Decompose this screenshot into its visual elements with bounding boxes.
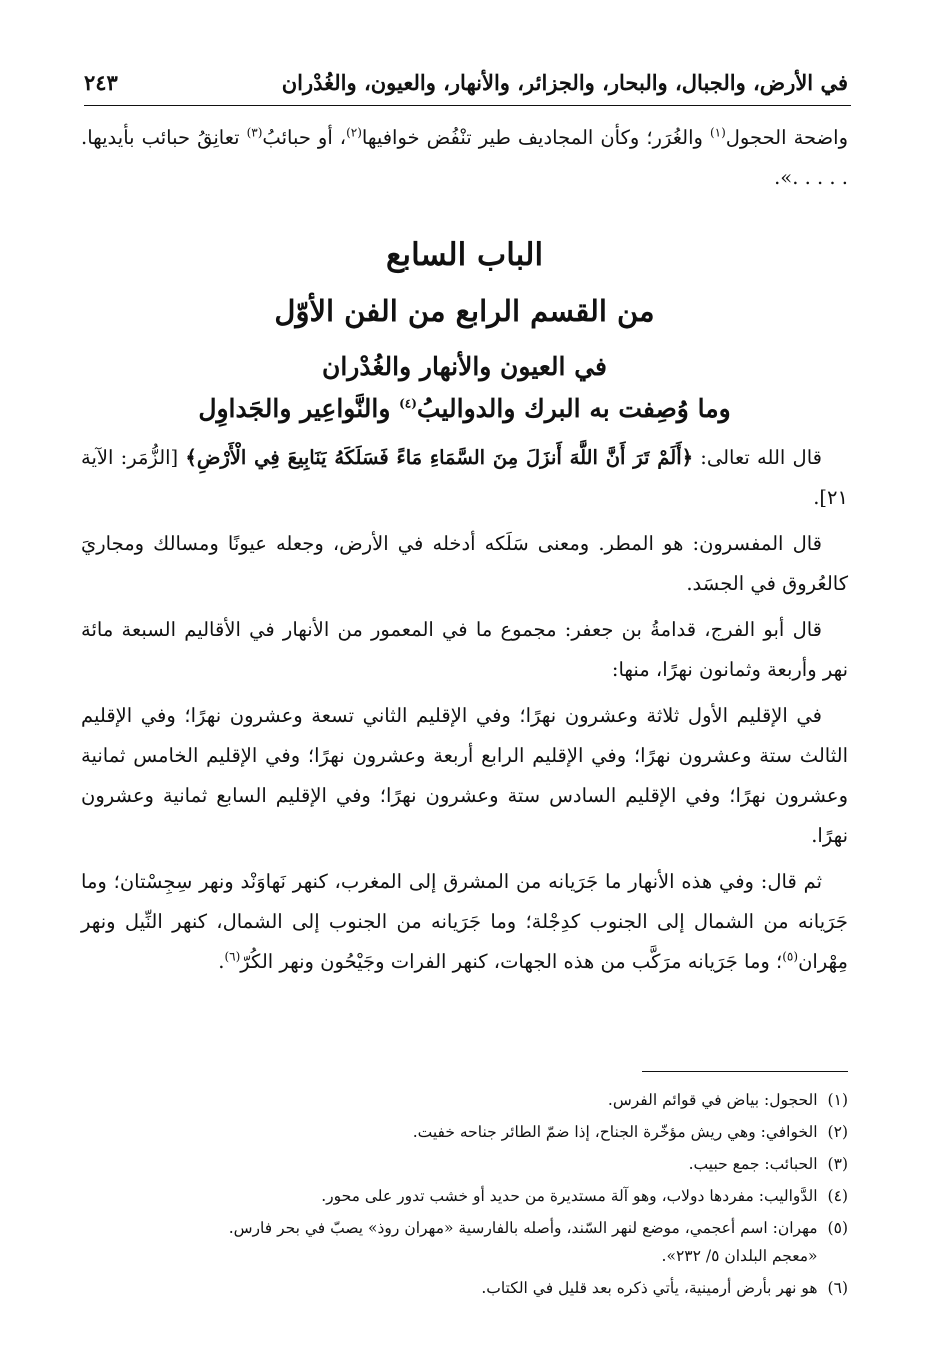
footnote-text: الحجول: بياض في قوائم الفرس. [607, 1091, 818, 1109]
topic-title-2b: والنَّواعِير والجَداوِل [198, 394, 400, 423]
footnote-text [88, 1214, 818, 1270]
footnote-ref-1: (١) [709, 125, 726, 140]
paragraph-river-directions [81, 862, 848, 982]
footnote-item [88, 1118, 848, 1146]
footnote-item [88, 1274, 848, 1302]
footnote-ref-3: (٣) [246, 125, 263, 140]
footnote-ref-5: (٥) [782, 949, 799, 964]
footnote-text: هو نهر بأرض أرمينية، يأتي ذكره بعد قليل في الكتاب. [481, 1279, 818, 1297]
paragraph-commentators: قال المفسرون: هو المطر. ومعنى سَلَكه أدخله في الأرض، وجعله عيونًا ومسالك ومجاريَ كالعُروق في الجسَد. [81, 532, 848, 595]
footnote-number: (٢) [827, 1123, 848, 1141]
footnote-number: (٤) [827, 1187, 848, 1205]
footnote-ref-4: (٤) [399, 396, 417, 411]
footnote-item [88, 1182, 848, 1210]
chapter-title: الباب السابع [385, 237, 544, 273]
footnote-ref-2: (٢) [346, 125, 362, 140]
intro-text-3: ، أو حبائبُ [262, 126, 347, 149]
header-divider [84, 105, 851, 106]
verse-paragraph [81, 438, 848, 518]
quran-verse: ﴿أَلَمْ تَرَ أَنَّ اللَّهَ أَنزَلَ مِنَ السَّمَاءِ مَاءً فَسَلَكَهُ يَنَابِيعَ فِي الْأَرْضِ﴾ [185, 446, 694, 469]
verse-intro: قال الله تعالى: [693, 446, 822, 469]
page-number: ٢٤٣ [84, 70, 118, 95]
footnote-text-line: مهران: اسم أعجمي، موضع لنهر السّند، وأصله بالفارسية «مهران روذ» يصبّ في بحر فارس. [228, 1219, 818, 1237]
footnote-divider [642, 1071, 848, 1072]
footnote-number: (٦) [827, 1279, 848, 1297]
intro-text-2: والغُرَر؛ وكأن المجاديف طير تنْفُض خوافيها [361, 126, 710, 149]
paragraph-climes: في الإقليم الأول ثلاثة وعشرون نهرًا؛ وفي الإقليم الثاني تسعة وعشرون نهرًا؛ وفي الإقليم الثالث ستة وعشرون نهرًا؛ وفي الإقليم الرابع أربعة وعشرون نهرًا؛ وفي الإقليم الخامس ثمانية وعشرون نهرًا؛ وفي الإقليم السادس ستة وعشرون نهرًا؛ وفي الإقليم السابع ثمانية وعشرون نهرًا. [81, 704, 848, 847]
intro-paragraph [81, 118, 848, 198]
topic-title-1: في العيون والأنهار والغُدْران [322, 352, 607, 381]
topic-title-2a: وما وُصِفت به البرك والدواليبُ [416, 394, 731, 423]
footnote-text: الدَّواليب: مفردها دولاب، وهو آلة مستديرة من حديد أو خشب تدور على محور. [321, 1187, 818, 1205]
verse-reference: [الزُّمَر: الآية ٢١]. [81, 446, 848, 509]
footnote-citation: «معجم البلدان ٥/ ٢٣٢». [661, 1247, 818, 1265]
topic-title-2 [81, 388, 848, 430]
running-header-title: في الأرض، والجبال، والبحار، والجزائر، والأنهار، والعيون، والغُدْران [281, 70, 848, 95]
intro-text-4: تعانِقُ حبائب بأيديها. . . . . .». [81, 126, 848, 189]
section-title: من القسم الرابع من الفن الأوّل [274, 294, 655, 328]
footnote-number: (٣) [827, 1155, 848, 1173]
footnote-text: الخوافي: وهي ريش مؤخّرة الجناح، إذا ضمّ الطائر جناحه خفيت. [412, 1123, 818, 1141]
footnote-item [88, 1086, 848, 1114]
footnote-item [88, 1150, 848, 1178]
main-text [81, 118, 848, 982]
footnote-item [88, 1214, 848, 1270]
footnote-text: الحبائب: جمع حبيب. [688, 1155, 818, 1173]
footnotes [88, 1086, 848, 1306]
rivers-text-1: ثم قال: وفي هذه الأنهار ما جَرَيانه من المشرق إلى المغرب، كنهر نَهاوَنْد ونهر سِجِسْتان؛ وما جَرَيانه من الشمال إلى الجنوب كدِجْلة؛ وما جَرَيانه من الجنوب إلى الشمال، كنهر النِّيل ونهر مِهْران [81, 870, 848, 973]
intro-text-1: واضحة الحجول [725, 126, 849, 149]
chapter-headings [81, 226, 848, 430]
paragraph-qudama: قال أبو الفرج، قدامةُ بن جعفر: مجموع ما في المعمور من الأنهار في الأقاليم السبعة مائة نهر وأربعة وثمانون نهرًا، منها: [81, 618, 848, 681]
footnote-number: (٥) [827, 1219, 848, 1237]
rivers-text-3: . [218, 950, 225, 973]
footnote-number: (١) [827, 1091, 848, 1109]
rivers-text-2: ؛ وما جَرَيانه مرَكَّب من هذه الجهات، كنهر الفرات وجَيْحُون ونهر الكُرّ [240, 950, 783, 973]
footnote-ref-6: (٦) [224, 949, 241, 964]
